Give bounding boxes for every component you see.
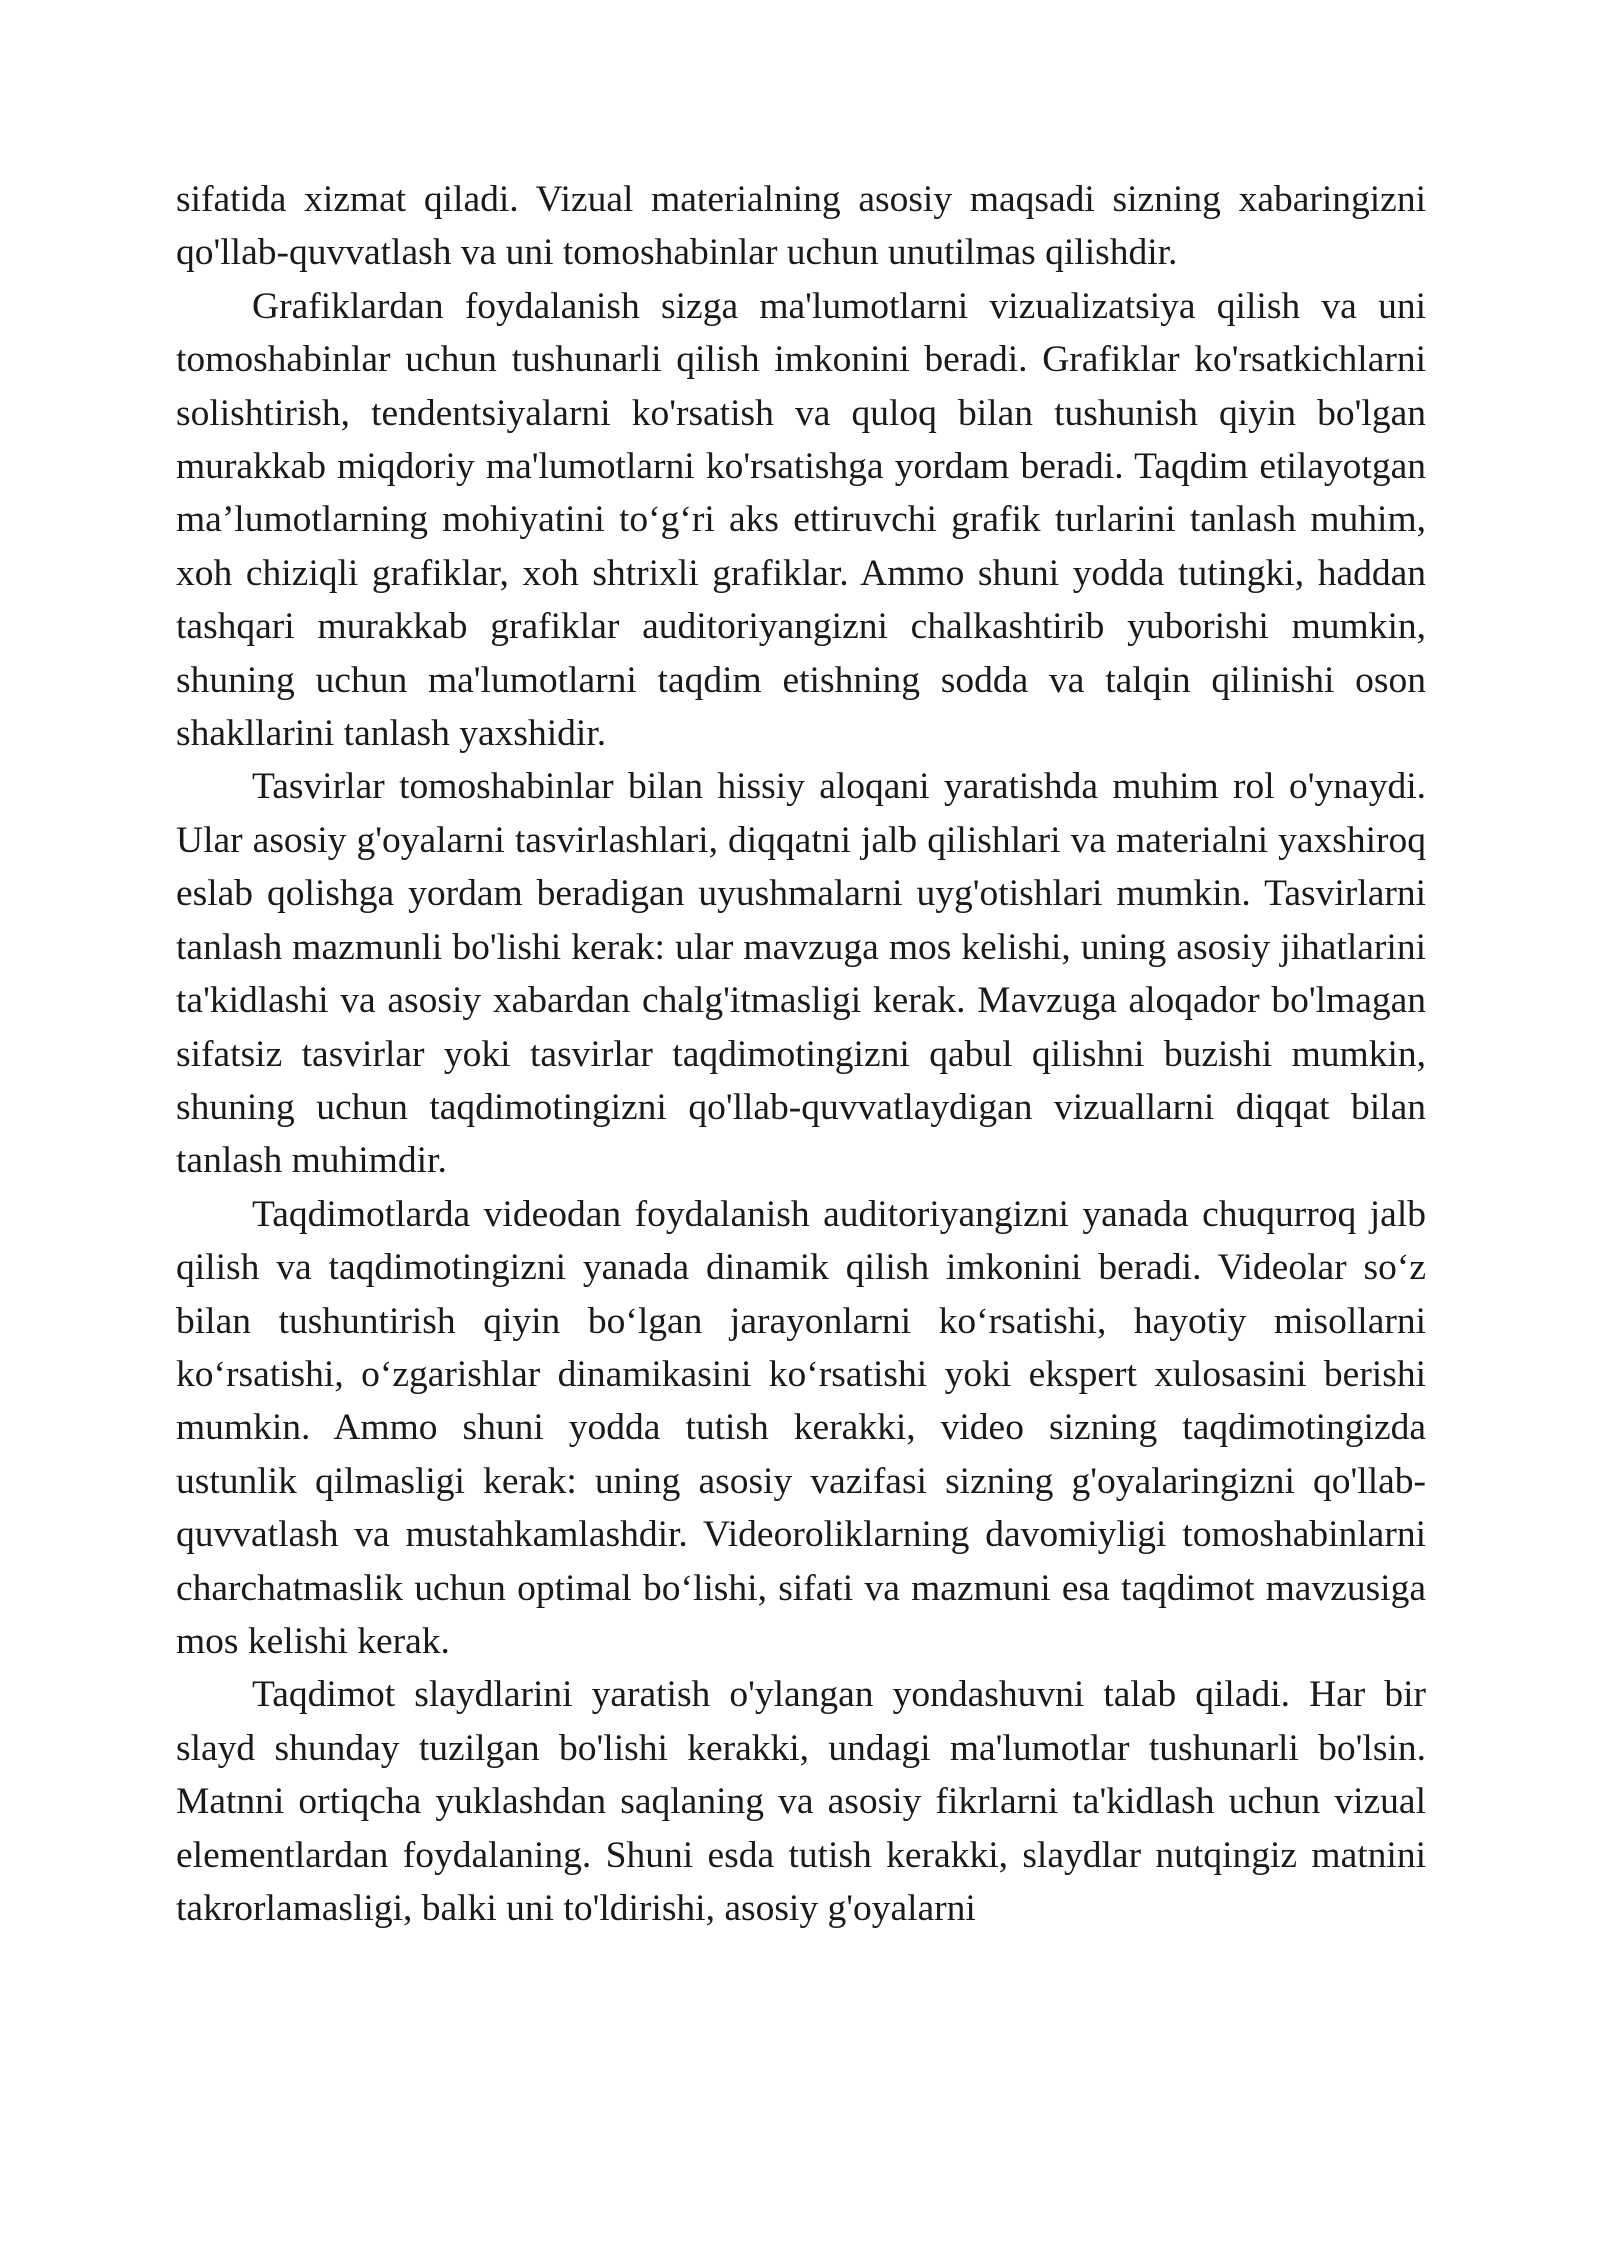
document-page: [176, 173, 1426, 1935]
paragraph-4: Taqdimotlarda videodan foydalanish auditoriyangizni yanada chuqurroq jalb qilish va taqdimotingizni yanada dinamik qilish imkonini beradi. Videolar so‘z bilan tushuntirish qiyin bo‘lgan jarayonlarni ko‘rsatishi, hayotiy misollarni ko‘rsatishi, o‘zgarishlar dinamikasini ko‘rsatishi yoki ekspert xulosasini berishi mumkin. Ammo shuni yodda tutish kerakki, video sizning taqdimotingizda ustunlik qilmasligi kerak: uning asosiy vazifasi sizning g'oyalaringizni qo'llab-quvvatlash va mustahkamlashdir. Videoroliklarning davomiyligi tomoshabinlarni charchatmaslik uchun optimal bo‘lishi, sifati va mazmuni esa taqdimot mavzusiga mos kelishi kerak.: [176, 1193, 1426, 1662]
paragraph-5: Taqdimot slaydlarini yaratish o'ylangan yondashuvni talab qiladi. Har bir slayd shunday tuzilgan bo'lishi kerakki, undagi ma'lumotlar tushunarli bo'lsin. Matnni ortiqcha yuklashdan saqlaning va asosiy fikrlarni ta'kidlash uchun vizual elementlardan foydalaning. Shuni esda tutish kerakki, slaydlar nutqingiz matnini takrorlamasligi, balki uni to'ldirishi, asosiy g'oyalarni: [176, 1674, 1426, 1929]
paragraph-2: Grafiklardan foydalanish sizga ma'lumotlarni vizualizatsiya qilish va uni tomoshabinlar uchun tushunarli qilish imkonini beradi. Grafiklar ko'rsatkichlarni solishtirish, tendentsiyalarni ko'rsatish va quloq bilan tushunish qiyin bo'lgan murakkab miqdoriy ma'lumotlarni ko'rsatishga yordam beradi. Taqdim etilayotgan ma’lumotlarning mohiyatini to‘g‘ri aks ettiruvchi grafik turlarini tanlash muhim, xoh chiziqli grafiklar, xoh shtrixli grafiklar. Ammo shuni yodda tutingki, haddan tashqari murakkab grafiklar auditoriyangizni chalkashtirib yuborishi mumkin, shuning uchun ma'lumotlarni taqdim etishning sodda va talqin qilinishi oson shakllarini tanlash yaxshidir.: [176, 285, 1426, 755]
paragraph-1: sifatida xizmat qiladi. Vizual materialning asosiy maqsadi sizning xabaringizni qo'llab-quvvatlash va uni tomoshabinlar uchun unutilmas qilishdir.: [176, 179, 1426, 274]
paragraph-3: Tasvirlar tomoshabinlar bilan hissiy aloqani yaratishda muhim rol o'ynaydi. Ular asosiy g'oyalarni tasvirlashlari, diqqatni jalb qilishlari va materialni yaxshiroq eslab qolishga yordam beradigan uyushmalarni uyg'otishlari mumkin. Tasvirlarni tanlash mazmunli bo'lishi kerak: ular mavzuga mos kelishi, uning asosiy jihatlarini ta'kidlashi va asosiy xabardan chalg'itmasligi kerak. Mavzuga aloqador bo'lmagan sifatsiz tasvirlar yoki tasvirlar taqdimotingizni qabul qilishni buzishi mumkin, shuning uchun taqdimotingizni qo'llab-quvvatlaydigan vizuallarni diqqat bilan tanlash muhimdir.: [176, 766, 1426, 1182]
